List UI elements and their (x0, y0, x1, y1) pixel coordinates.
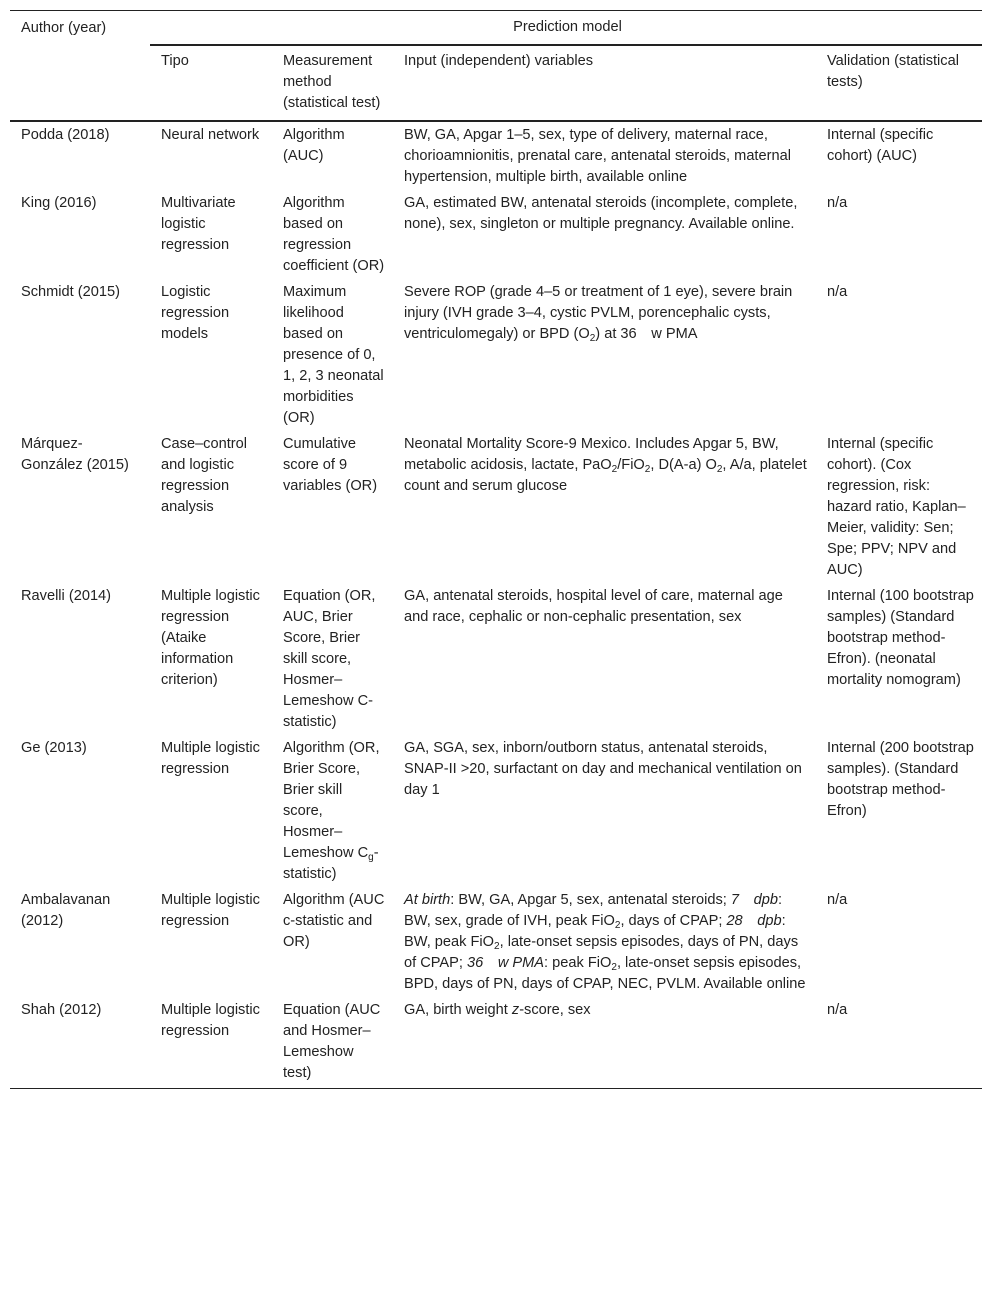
header-validation: Validation (statistical tests) (816, 45, 982, 121)
table-row (10, 431, 982, 583)
cell-validation: n/a (827, 892, 848, 908)
cell-measurement: Cumulative score of 9 variables (OR) (283, 436, 378, 494)
table-body (10, 121, 982, 1089)
cell-validation: Internal (200 bootstrap samples). (Standard bootstrap method-Efron) (827, 740, 974, 819)
cell-validation: n/a (816, 997, 982, 1089)
table-row (10, 735, 982, 887)
cell-measurement: Algorithm (OR, Brier Score, Brier skill score, Hosmer–Lemeshow $C_g-statistic$) (283, 740, 380, 882)
cell-input: GA, birth weight z-score, sex (393, 997, 816, 1089)
cell-input: GA, estimated BW, antenatal steroids (incomplete, complete, none), sex, singleton or multiple pregnancy. Available online. (404, 195, 798, 232)
cell-tipo: Logistic regression models (161, 284, 230, 342)
cell-author: Ravelli (2014) (21, 588, 112, 604)
cell-input: BW, GA, Apgar 1–5, sex, type of delivery, maternal race, chorioamnionitis, prenatal care, antenatal steroids, maternal hypertension, multiple birth, available online (404, 127, 791, 185)
cell-validation: Internal (specific cohort). (Cox regression, risk: hazard ratio, Kaplan–Meier, validity: Sen; Spe; PPV; NPV and AUC) (827, 436, 966, 578)
cell-measurement: Maximum likelihood based on presence of 0, 1, 2, 3 neonatal morbidities (OR) (283, 284, 384, 426)
cell-input: Severe ROP (grade 4–5 or treatment of 1 eye), severe brain injury (IVH grade 3–4, cystic PVLM, porencephalic cysts, ventriculomegaly) or BPD $(O_2)$ at 36 w PMA (404, 284, 793, 344)
table-row (10, 887, 982, 997)
header-input: Input (independent) variables (393, 45, 816, 121)
table-row (10, 583, 982, 735)
cell-tipo: Neural network (161, 127, 260, 143)
cell-input: GA, SGA, sex, inborn/outborn status, antenatal steroids, SNAP-II >20, surfactant on day and mechanical ventilation on day 1 (404, 740, 802, 798)
header-tipo: Tipo (150, 45, 272, 121)
cell-author: Ambalavanan (2012) (21, 892, 111, 929)
cell-measurement: Equation (OR, AUC, Brier Score, Brier skill score, Hosmer–Lemeshow C-statistic) (283, 588, 376, 730)
cell-validation: Internal (100 bootstrap samples) (Standard bootstrap method-Efron). (neonatal mortality nomogram) (827, 588, 974, 688)
cell-author: Ge (2013) (21, 740, 87, 756)
cell-tipo: Multiple logistic regression (Ataike information criterion) (161, 588, 260, 688)
cell-author: Márquez-González (2015) (21, 436, 129, 473)
table-row (10, 997, 982, 1089)
cell-measurement: Algorithm (AUC c-statistic and OR) (283, 892, 385, 950)
table-row (10, 190, 982, 279)
cell-tipo: Case–control and logistic regression analysis (161, 436, 247, 515)
cell-validation: n/a (827, 284, 848, 300)
cell-tipo: Multivariate logistic regression (161, 195, 236, 253)
header-measurement: Measurement method (statistical test) (272, 45, 393, 121)
cell-tipo: Multiple logistic regression (161, 892, 260, 929)
cell-author: King (2016) (21, 195, 97, 211)
cell-author: Shah (2012) (10, 997, 150, 1089)
cell-input: GA, antenatal steroids, hospital level of care, maternal age and race, cephalic or non-cephalic presentation, sex (404, 588, 783, 625)
header-author: Author (year) (10, 11, 150, 122)
table-row (10, 279, 982, 431)
cell-measurement: Equation (AUC and Hosmer–Lemeshow test) (272, 997, 393, 1089)
cell-author: Podda (2018) (21, 127, 110, 143)
cell-author: Schmidt (2015) (21, 284, 120, 300)
cell-tipo: Multiple logistic regression (161, 740, 260, 777)
cell-measurement: Algorithm (AUC) (283, 127, 345, 164)
cell-input: At birth: BW, GA, Apgar 5, sex, antenatal steroids; 7 dpb: BW, sex, grade of IVH, peak FiO$_2$, days of CPAP; 28 dpb: BW, peak FiO$_2$, late-onset sepsis episodes, days of PN, days of CPAP; 36 w PMA: peak FiO$_2$, late-onset sepsis episodes, BPD, days of PN, days of CPAP, NEC, PVLM. Available online (404, 892, 806, 992)
cell-input: Neonatal Mortality Score-9 Mexico. Includes Apgar 5, BW, metabolic acidosis, lactate, PaO$_2$/FiO$_2$, D(A-a) $O_2$, A/a, platelet count and serum glucose (404, 436, 807, 494)
prediction-models-table (10, 10, 982, 1089)
cell-tipo: Multiple logistic regression (150, 997, 272, 1089)
cell-validation: n/a (827, 195, 848, 211)
cell-measurement: Algorithm based on regression coefficient (OR) (283, 195, 385, 274)
cell-validation: Internal (specific cohort) (AUC) (827, 127, 934, 164)
header-prediction-model: Prediction model (150, 11, 982, 46)
table-row (10, 121, 982, 190)
